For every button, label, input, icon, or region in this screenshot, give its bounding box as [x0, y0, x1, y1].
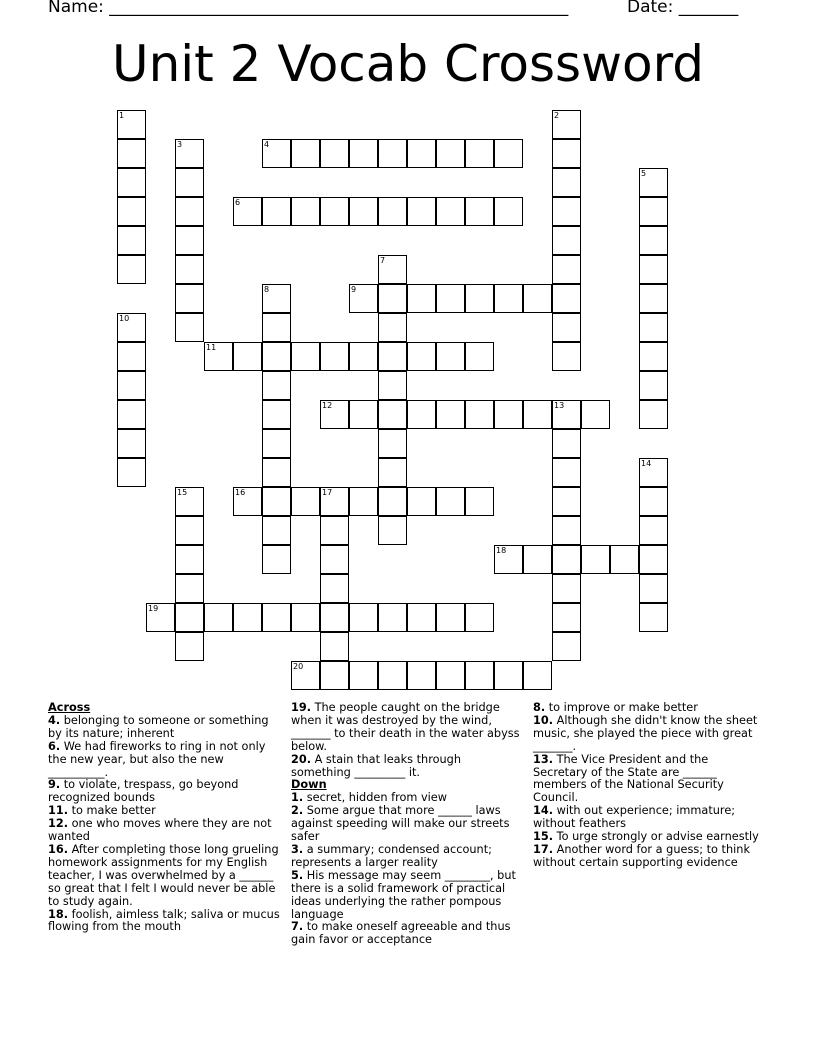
crossword-cell[interactable]: [378, 197, 407, 226]
clue-text: foolish, aimless talk; saliva or mucus flowing from the mouth: [48, 907, 280, 934]
across-clues-column-1: [48, 702, 280, 934]
crossword-cell[interactable]: [494, 400, 523, 429]
crossword-cell[interactable]: [175, 226, 204, 255]
across-clue: [48, 909, 280, 935]
crossword-cell[interactable]: [407, 342, 436, 371]
clue-number: 16: [235, 487, 246, 497]
crossword-cell[interactable]: [175, 487, 204, 516]
clue-num: 18.: [48, 907, 69, 921]
clue-num: 13.: [533, 752, 554, 766]
clue-num: 7.: [291, 920, 304, 934]
crossword-cell[interactable]: [320, 197, 349, 226]
crossword-cell[interactable]: [378, 516, 407, 545]
crossword-cell[interactable]: [465, 603, 494, 632]
crossword-cell[interactable]: [262, 139, 291, 168]
crossword-cell[interactable]: [465, 400, 494, 429]
crossword-cell[interactable]: [117, 226, 146, 255]
clue-number: 14: [641, 458, 652, 468]
clue-text: secret, hidden from view: [303, 791, 447, 805]
crossword-cell[interactable]: [378, 487, 407, 516]
clue-number: 5: [641, 168, 647, 178]
crossword-cell[interactable]: [262, 516, 291, 545]
crossword-cell[interactable]: [436, 603, 465, 632]
crossword-cell[interactable]: [407, 284, 436, 313]
clue-text: to make better: [68, 804, 156, 818]
clue-number: 2: [554, 110, 560, 120]
crossword-cell[interactable]: [523, 400, 552, 429]
crossword-cell[interactable]: [523, 284, 552, 313]
crossword-cell[interactable]: [262, 458, 291, 487]
crossword-cell[interactable]: [494, 284, 523, 313]
crossword-cell[interactable]: [262, 197, 291, 226]
crossword-cell[interactable]: [117, 371, 146, 400]
crossword-cell[interactable]: [465, 197, 494, 226]
down-clue: [533, 844, 765, 870]
date-field[interactable]: [627, 0, 738, 17]
crossword-cell[interactable]: [494, 139, 523, 168]
clue-num: 4.: [48, 713, 61, 727]
header: [48, 0, 768, 19]
clue-num: 11.: [48, 804, 69, 818]
clue-num: 17.: [533, 842, 554, 856]
crossword-cell[interactable]: [378, 255, 407, 284]
crossword-cell[interactable]: [465, 139, 494, 168]
crossword-cell[interactable]: [639, 284, 668, 313]
clue-number: 18: [496, 545, 507, 555]
clue-number: 17: [322, 487, 333, 497]
crossword-cell[interactable]: [291, 139, 320, 168]
crossword-cell[interactable]: [639, 400, 668, 429]
name-label: Name:: [48, 0, 110, 17]
clue-num: 10.: [533, 713, 554, 727]
crossword-cell[interactable]: [349, 139, 378, 168]
crossword-cell[interactable]: [262, 400, 291, 429]
clue-num: 8.: [533, 701, 546, 714]
clue-text: His message may seem ________, but there is a solid framework of practical ideas underlying the rather pompous language: [291, 868, 516, 921]
crossword-cell[interactable]: [349, 197, 378, 226]
crossword-cell[interactable]: [581, 545, 610, 574]
crossword-cell[interactable]: [175, 574, 204, 603]
clue-text: The people caught on the bridge when it was destroyed by the wind, _______ to their death in the water abyss below.: [291, 701, 520, 753]
clue-text: a summary; condensed account; represents a larger reality: [291, 842, 492, 869]
crossword-cell[interactable]: [320, 139, 349, 168]
clue-number: 10: [119, 313, 130, 323]
crossword-cell[interactable]: [436, 487, 465, 516]
crossword-cell[interactable]: [175, 139, 204, 168]
down-clue: [291, 921, 523, 947]
clues-column-2: [291, 702, 523, 947]
crossword-cell[interactable]: [291, 603, 320, 632]
crossword-cell[interactable]: [552, 197, 581, 226]
crossword-cell[interactable]: [407, 661, 436, 690]
crossword-cell[interactable]: [320, 342, 349, 371]
crossword-cell[interactable]: [465, 661, 494, 690]
crossword-cell[interactable]: [552, 487, 581, 516]
crossword-cell[interactable]: [552, 168, 581, 197]
crossword-cell[interactable]: [639, 371, 668, 400]
crossword-cell[interactable]: [262, 284, 291, 313]
clues-column-3: [533, 702, 765, 870]
down-clue: [533, 715, 765, 754]
across-heading: Across: [48, 701, 91, 714]
crossword-cell[interactable]: [320, 400, 349, 429]
crossword-cell[interactable]: [291, 487, 320, 516]
crossword-cell[interactable]: [552, 574, 581, 603]
crossword-cell[interactable]: [465, 342, 494, 371]
crossword-cell[interactable]: [639, 545, 668, 574]
crossword-cell[interactable]: [117, 168, 146, 197]
clue-text: to violate, trespass, go beyond recognized bounds: [48, 778, 239, 805]
down-list-b: [533, 702, 765, 870]
crossword-cell[interactable]: [552, 313, 581, 342]
clue-num: 16.: [48, 842, 69, 856]
clue-number: 15: [177, 487, 188, 497]
crossword-cell[interactable]: [175, 255, 204, 284]
clue-text: Another word for a guess; to think without certain supporting evidence: [533, 842, 750, 869]
name-field[interactable]: [48, 0, 568, 17]
date-label: Date:: [627, 0, 679, 17]
clue-number: 19: [148, 603, 159, 613]
crossword-cell[interactable]: [233, 487, 262, 516]
crossword-cell[interactable]: [117, 400, 146, 429]
crossword-cell[interactable]: [320, 661, 349, 690]
across-clue: [291, 702, 523, 754]
crossword-cell[interactable]: [378, 661, 407, 690]
crossword-cell[interactable]: [175, 284, 204, 313]
crossword-cell[interactable]: [639, 516, 668, 545]
crossword-cell[interactable]: [639, 226, 668, 255]
across-clue: [48, 844, 280, 909]
crossword-cell[interactable]: [291, 661, 320, 690]
clue-number: 4: [264, 139, 270, 149]
crossword-cell[interactable]: [494, 197, 523, 226]
crossword-cell[interactable]: [262, 603, 291, 632]
crossword-cell[interactable]: [175, 632, 204, 661]
crossword-cell[interactable]: [291, 342, 320, 371]
clue-text: to improve or make better: [545, 701, 698, 714]
crossword-cell[interactable]: [581, 400, 610, 429]
crossword-cell[interactable]: [436, 139, 465, 168]
page-title: Unit 2 Vocab Crossword: [111, 35, 705, 93]
crossword-cell[interactable]: [610, 545, 639, 574]
crossword-cell[interactable]: [639, 342, 668, 371]
crossword-cell[interactable]: [436, 400, 465, 429]
date-line[interactable]: _______: [678, 0, 739, 17]
crossword-cell[interactable]: [436, 284, 465, 313]
crossword-cell[interactable]: [175, 313, 204, 342]
crossword-cell[interactable]: [523, 545, 552, 574]
clue-number: 9: [351, 284, 357, 294]
clue-num: 14.: [533, 804, 554, 818]
crossword-cell[interactable]: [262, 545, 291, 574]
clue-number: 11: [206, 342, 217, 352]
crossword-cell[interactable]: [349, 342, 378, 371]
crossword-cell[interactable]: [320, 487, 349, 516]
across-clue: [48, 818, 280, 844]
across-clue: [291, 754, 523, 780]
crossword-cell[interactable]: [639, 313, 668, 342]
name-line[interactable]: ______________________________________________________: [109, 0, 569, 17]
down-clue: [291, 870, 523, 922]
clue-num: 6.: [48, 739, 61, 753]
clue-text: A stain that leaks through something _________ it.: [291, 752, 462, 779]
down-list-a: [291, 792, 523, 947]
clue-text: Some argue that more ______ laws against speeding will make our streets safer: [291, 804, 510, 844]
clue-num: 3.: [291, 842, 304, 856]
crossword-cell[interactable]: [407, 197, 436, 226]
clue-num: 19.: [291, 701, 312, 714]
down-heading: Down: [291, 778, 327, 792]
crossword-cell[interactable]: [494, 545, 523, 574]
clue-number: 8: [264, 284, 270, 294]
across-clue: [48, 715, 280, 741]
crossword-cell[interactable]: [175, 603, 204, 632]
crossword-cell[interactable]: [204, 342, 233, 371]
crossword-cell[interactable]: [349, 400, 378, 429]
crossword-cell[interactable]: [552, 342, 581, 371]
crossword-cell[interactable]: [523, 661, 552, 690]
clue-text: The Vice President and the Secretary of the State are ______ members of the National Security Council.: [533, 752, 724, 805]
clue-num: 12.: [48, 817, 69, 831]
crossword-cell[interactable]: [204, 603, 233, 632]
crossword-cell[interactable]: [233, 603, 262, 632]
crossword-cell[interactable]: [378, 400, 407, 429]
across-list-b: [291, 702, 523, 779]
crossword-cell[interactable]: [146, 603, 175, 632]
crossword-cell[interactable]: [175, 197, 204, 226]
clue-text: We had fireworks to ring in not only the new year, but also the new __________.: [48, 739, 266, 779]
across-list-a: [48, 715, 280, 934]
down-clue: [533, 754, 765, 806]
crossword-cell[interactable]: [378, 458, 407, 487]
crossword-cell[interactable]: [378, 603, 407, 632]
crossword-cell[interactable]: [233, 342, 262, 371]
clue-text: Although she didn't know the sheet music, she played the piece with great _______.: [533, 713, 758, 753]
across-clue: [48, 779, 280, 805]
crossword-cell[interactable]: [175, 168, 204, 197]
crossword-cell[interactable]: [407, 139, 436, 168]
crossword-cell[interactable]: [552, 632, 581, 661]
crossword-cell[interactable]: [349, 284, 378, 313]
crossword-cell[interactable]: [639, 574, 668, 603]
crossword-cell[interactable]: [378, 371, 407, 400]
clue-number: 6: [235, 197, 241, 207]
crossword-cell[interactable]: [552, 458, 581, 487]
crossword-cell[interactable]: [117, 197, 146, 226]
crossword-cell[interactable]: [262, 429, 291, 458]
clue-text: After completing those long grueling homework assignments for my English teacher, I was overwhelmed by a ______ so great that I felt I would never be able to study again.: [48, 842, 279, 908]
crossword-cell[interactable]: [436, 197, 465, 226]
crossword-cell[interactable]: [552, 226, 581, 255]
crossword-cell[interactable]: [552, 429, 581, 458]
clue-text: to make oneself agreeable and thus gain favor or acceptance: [291, 920, 511, 947]
clue-text: belonging to someone or something by its nature; inherent: [48, 713, 269, 740]
crossword-cell[interactable]: [552, 139, 581, 168]
crossword-cell[interactable]: [639, 197, 668, 226]
crossword-cell[interactable]: [117, 342, 146, 371]
crossword-cell[interactable]: [262, 313, 291, 342]
crossword-cell[interactable]: [494, 661, 523, 690]
crossword-cell[interactable]: [378, 429, 407, 458]
crossword-cell[interactable]: [117, 110, 146, 139]
crossword-cell[interactable]: [639, 458, 668, 487]
clue-number: 13: [554, 400, 565, 410]
clue-num: 15.: [533, 830, 554, 844]
crossword-cell[interactable]: [639, 168, 668, 197]
crossword-cell[interactable]: [407, 400, 436, 429]
crossword-cell[interactable]: [175, 545, 204, 574]
crossword-cell[interactable]: [378, 313, 407, 342]
crossword-cell[interactable]: [378, 284, 407, 313]
crossword-cell[interactable]: [465, 487, 494, 516]
down-clue: [291, 844, 523, 870]
crossword-cell[interactable]: [436, 342, 465, 371]
crossword-cell[interactable]: [117, 429, 146, 458]
crossword-cell[interactable]: [639, 603, 668, 632]
crossword-cell[interactable]: [552, 516, 581, 545]
clue-num: 2.: [291, 804, 304, 818]
crossword-cell[interactable]: [552, 110, 581, 139]
crossword-cell[interactable]: [407, 603, 436, 632]
clue-number: 7: [380, 255, 386, 265]
crossword-cell[interactable]: [378, 342, 407, 371]
clue-num: 1.: [291, 791, 304, 805]
crossword-cell[interactable]: [117, 313, 146, 342]
crossword-cell[interactable]: [349, 487, 378, 516]
clue-text: To urge strongly or advise earnestly: [553, 830, 759, 844]
crossword-cell[interactable]: [320, 603, 349, 632]
crossword-cell[interactable]: [320, 632, 349, 661]
crossword-cell[interactable]: [436, 661, 465, 690]
clue-number: 3: [177, 139, 183, 149]
crossword-cell[interactable]: [320, 574, 349, 603]
crossword-cell[interactable]: [320, 516, 349, 545]
crossword-cell[interactable]: [117, 255, 146, 284]
clue-text: with out experience; immature; without feathers: [533, 804, 736, 831]
crossword-cell[interactable]: [552, 255, 581, 284]
crossword-cell[interactable]: [639, 487, 668, 516]
clue-num: 5.: [291, 868, 304, 882]
crossword-cell[interactable]: [639, 255, 668, 284]
crossword-cell[interactable]: [233, 197, 262, 226]
clue-number: 12: [322, 400, 333, 410]
clue-number: 1: [119, 110, 125, 120]
crossword-cell[interactable]: [117, 458, 146, 487]
down-clue: [291, 805, 523, 844]
crossword-cell[interactable]: [175, 516, 204, 545]
crossword-cell[interactable]: [262, 342, 291, 371]
crossword-cell[interactable]: [291, 197, 320, 226]
crossword-cell[interactable]: [378, 139, 407, 168]
crossword-cell[interactable]: [552, 284, 581, 313]
crossword-cell[interactable]: [552, 545, 581, 574]
clue-num: 20.: [291, 752, 312, 766]
across-clue: [48, 741, 280, 780]
crossword-cell[interactable]: [262, 487, 291, 516]
clue-number: 20: [293, 661, 304, 671]
down-clue: [533, 805, 765, 831]
clue-text: one who moves where they are not wanted: [48, 817, 272, 844]
crossword-cell[interactable]: [465, 284, 494, 313]
crossword-cell[interactable]: [349, 661, 378, 690]
clue-num: 9.: [48, 778, 61, 792]
crossword-cell[interactable]: [262, 371, 291, 400]
crossword-cell[interactable]: [349, 603, 378, 632]
crossword-cell[interactable]: [552, 603, 581, 632]
crossword-cell[interactable]: [320, 545, 349, 574]
crossword-cell[interactable]: [117, 139, 146, 168]
crossword-cell[interactable]: [407, 487, 436, 516]
crossword-cell[interactable]: [552, 400, 581, 429]
